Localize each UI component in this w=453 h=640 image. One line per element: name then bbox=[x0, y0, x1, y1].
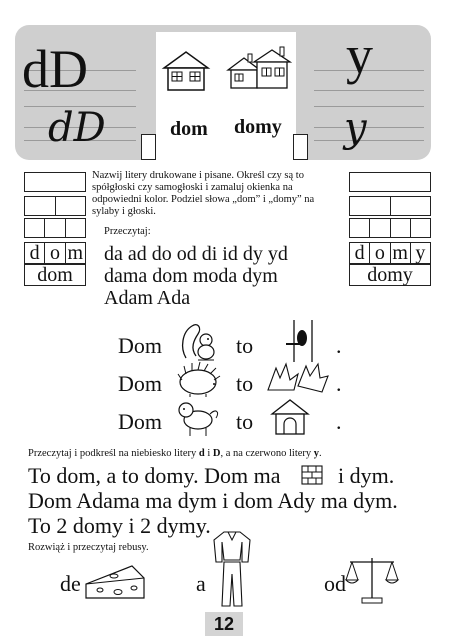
houses-icon bbox=[226, 46, 292, 92]
word-box-right[interactable] bbox=[349, 172, 431, 192]
puzzle-1-to: to bbox=[236, 333, 254, 358]
sentence-1a: To dom, a to domy. Dom ma bbox=[28, 463, 281, 488]
puzzle-3-dot: . bbox=[336, 409, 342, 434]
puzzle-1-dom: Dom bbox=[118, 333, 162, 358]
scales-icon bbox=[344, 554, 400, 606]
sentence-3: To 2 domy i 2 dymy. bbox=[28, 513, 211, 538]
dog-icon bbox=[176, 398, 222, 438]
cheese-icon bbox=[84, 562, 146, 602]
read-label: Przeczytaj: bbox=[104, 226, 151, 237]
rebus-3-prefix: od bbox=[324, 571, 346, 596]
house-icon bbox=[160, 50, 212, 92]
letter-cell: m bbox=[391, 243, 411, 263]
reading-line-2: dama dom moda dym bbox=[104, 265, 278, 287]
syllable-box-right[interactable] bbox=[349, 196, 431, 216]
syllable-box-left[interactable] bbox=[24, 196, 86, 216]
letter-row-right bbox=[349, 242, 431, 264]
puzzle-1-dot: . bbox=[336, 333, 342, 358]
letter-cell: o bbox=[45, 243, 65, 263]
task2-letter: y bbox=[313, 448, 320, 459]
task2-text: . bbox=[319, 448, 322, 459]
word-box-left[interactable] bbox=[24, 172, 86, 192]
task2-letter: D bbox=[212, 448, 221, 459]
letter-cell: d bbox=[350, 243, 370, 263]
letter-panel-d bbox=[20, 32, 140, 160]
color-box-d[interactable] bbox=[141, 134, 156, 160]
rebus-2-prefix: a bbox=[196, 571, 206, 596]
task2-letter: d bbox=[198, 448, 205, 459]
word-cell-right: domy bbox=[349, 264, 431, 286]
script-letters-d: dD bbox=[48, 105, 106, 151]
word-domy: domy bbox=[234, 116, 282, 138]
letter-cell: m bbox=[67, 242, 84, 264]
puzzle-2-to: to bbox=[236, 371, 254, 396]
reading-line-1: da ad do od di id dy yd bbox=[104, 243, 288, 265]
letter-cell: d bbox=[25, 243, 45, 263]
printed-letters-d: dD bbox=[22, 39, 88, 99]
printed-letter-y: y bbox=[346, 25, 373, 85]
rebus-instruction: Rozwiąż i przeczytaj rebusy. bbox=[28, 542, 149, 553]
sentence-2: Dom Adama ma dym i dom Ady ma dym. bbox=[28, 488, 398, 513]
tree-hollow-icon bbox=[282, 318, 324, 364]
leaves-icon bbox=[264, 360, 330, 396]
page-number: 12 bbox=[205, 612, 243, 636]
sentence-1b: i dym. bbox=[338, 463, 395, 488]
squirrel-icon bbox=[178, 318, 220, 364]
task2-text: Przeczytaj i podkreśl na niebiesko litery bbox=[28, 448, 199, 459]
task-instruction: Nazwij litery drukowane i pisane. Określ czy są to spółgłoski czy samogłoski i zamaluj okienka na odpowiedni kolor. Podziel słowa „dom” i „domy” na sylaby i głoski. bbox=[92, 170, 315, 217]
puzzle-3-to: to bbox=[236, 409, 254, 434]
task2-text: i bbox=[204, 448, 213, 459]
script-letter-y: y bbox=[344, 105, 367, 151]
reading-line-3: Adam Ada bbox=[104, 287, 191, 309]
puzzle-2-dom: Dom bbox=[118, 371, 162, 396]
letter-cell: y bbox=[415, 242, 426, 264]
doghouse-icon bbox=[270, 398, 310, 436]
task2-text: , a na czerwono litery bbox=[220, 448, 314, 459]
task2-instruction bbox=[28, 448, 428, 460]
letter-panel-y bbox=[310, 25, 428, 160]
word-cell-left: dom bbox=[24, 264, 86, 286]
rebus-1-prefix: de bbox=[60, 571, 81, 596]
puzzle-3-dom: Dom bbox=[118, 409, 162, 434]
letter-row-left bbox=[24, 242, 86, 264]
hedgehog-icon bbox=[176, 360, 222, 398]
tracksuit-icon bbox=[212, 530, 252, 610]
sound-box-right[interactable] bbox=[349, 218, 431, 238]
puzzle-2-dot: . bbox=[336, 371, 342, 396]
chimney-icon bbox=[300, 464, 324, 486]
word-dom: dom bbox=[170, 118, 208, 140]
color-box-y[interactable] bbox=[293, 134, 308, 160]
sound-box-left[interactable] bbox=[24, 218, 86, 238]
house-panel bbox=[156, 32, 296, 160]
letter-cell: o bbox=[370, 243, 390, 263]
